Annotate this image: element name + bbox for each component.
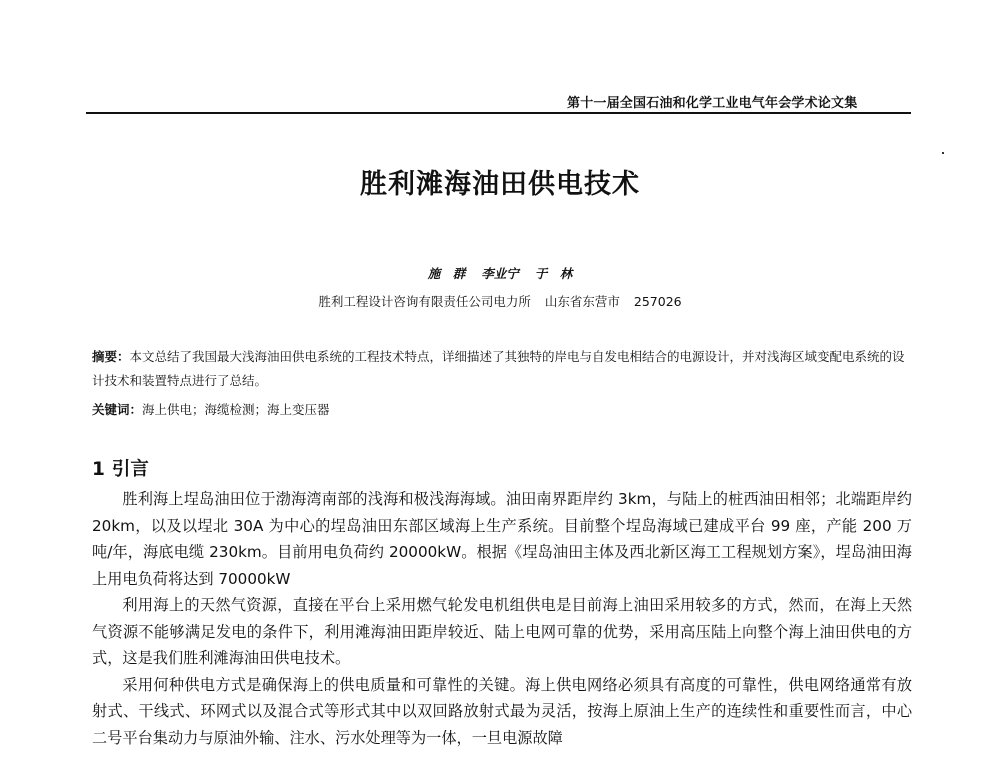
section-title: 引言	[111, 459, 149, 480]
affiliation-location: 山东省东营市	[544, 294, 620, 309]
body-paragraph: 采用何种供电方式是确保海上的供电质量和可靠性的关键。海上供电网络必须具有高度的可靠性，供电网络通常有放射式、干线式、环网式以及混合式等形式其中以双回路放射式最为灵活，按海上原油上生产的连续性和重要性而言，中心二号平台集动力与原油外输、注水、污水处理等为一体，一旦电源故障	[92, 675, 912, 747]
abstract	[92, 345, 910, 393]
keywords-label: 关键词：	[92, 402, 143, 417]
running-header: 第十一届全国石油和化学工业电气年会学术论文集	[567, 96, 858, 111]
author-name: 于 林	[534, 266, 573, 281]
affiliation-postcode: 257026	[633, 294, 682, 309]
abstract-text: 本文总结了我国最大浅海油田供电系统的工程技术特点，详细描述了其独特的岸电与自发电相结合的电源设计，并对浅海区域变配电系统的设计技术和装置特点进行了总结。	[92, 349, 905, 388]
section-body	[92, 486, 912, 751]
affiliation-organization: 胜利工程设计咨询有限责任公司电力所	[318, 294, 531, 309]
keywords	[92, 400, 910, 420]
scan-speck	[942, 152, 944, 154]
section-number: 1	[92, 459, 105, 480]
header-rule	[86, 112, 911, 114]
author-name: 李业宁	[481, 266, 519, 281]
abstract-label: 摘要：	[92, 349, 130, 364]
affiliation	[0, 292, 1000, 310]
section-heading	[92, 455, 149, 481]
author-name: 施 群	[427, 266, 466, 281]
author-list	[0, 264, 1000, 282]
paper-title: 胜利滩海油田供电技术	[360, 169, 640, 200]
body-paragraph: 胜利海上埕岛油田位于渤海湾南部的浅海和极浅海海域。油田南界距岸约 3km，与陆上的桩西油田相邻；北端距岸约 20km，以及以埕北 30A 为中心的埕岛油田东部区域海上生产系统。目前整个埕岛海域已建成平台 99 座，产能 200 万吨/年，海底电缆 230km。目前用电负荷约 20000kW。根据《埕岛油田主体及西北新区海工工程规划方案》，埕岛油田海上用电负荷将达到 70000kW	[92, 490, 912, 588]
body-paragraph: 利用海上的天然气资源，直接在平台上采用燃气轮发电机组供电是目前海上油田采用较多的方式，然而，在海上天然气资源不能够满足发电的条件下，利用滩海油田距岸较近、陆上电网可靠的优势，采用高压陆上向整个海上油田供电的方式，这是我们胜利滩海油田供电技术。	[92, 596, 912, 667]
keywords-text: 海上供电；海缆检测；海上变压器	[142, 402, 330, 417]
